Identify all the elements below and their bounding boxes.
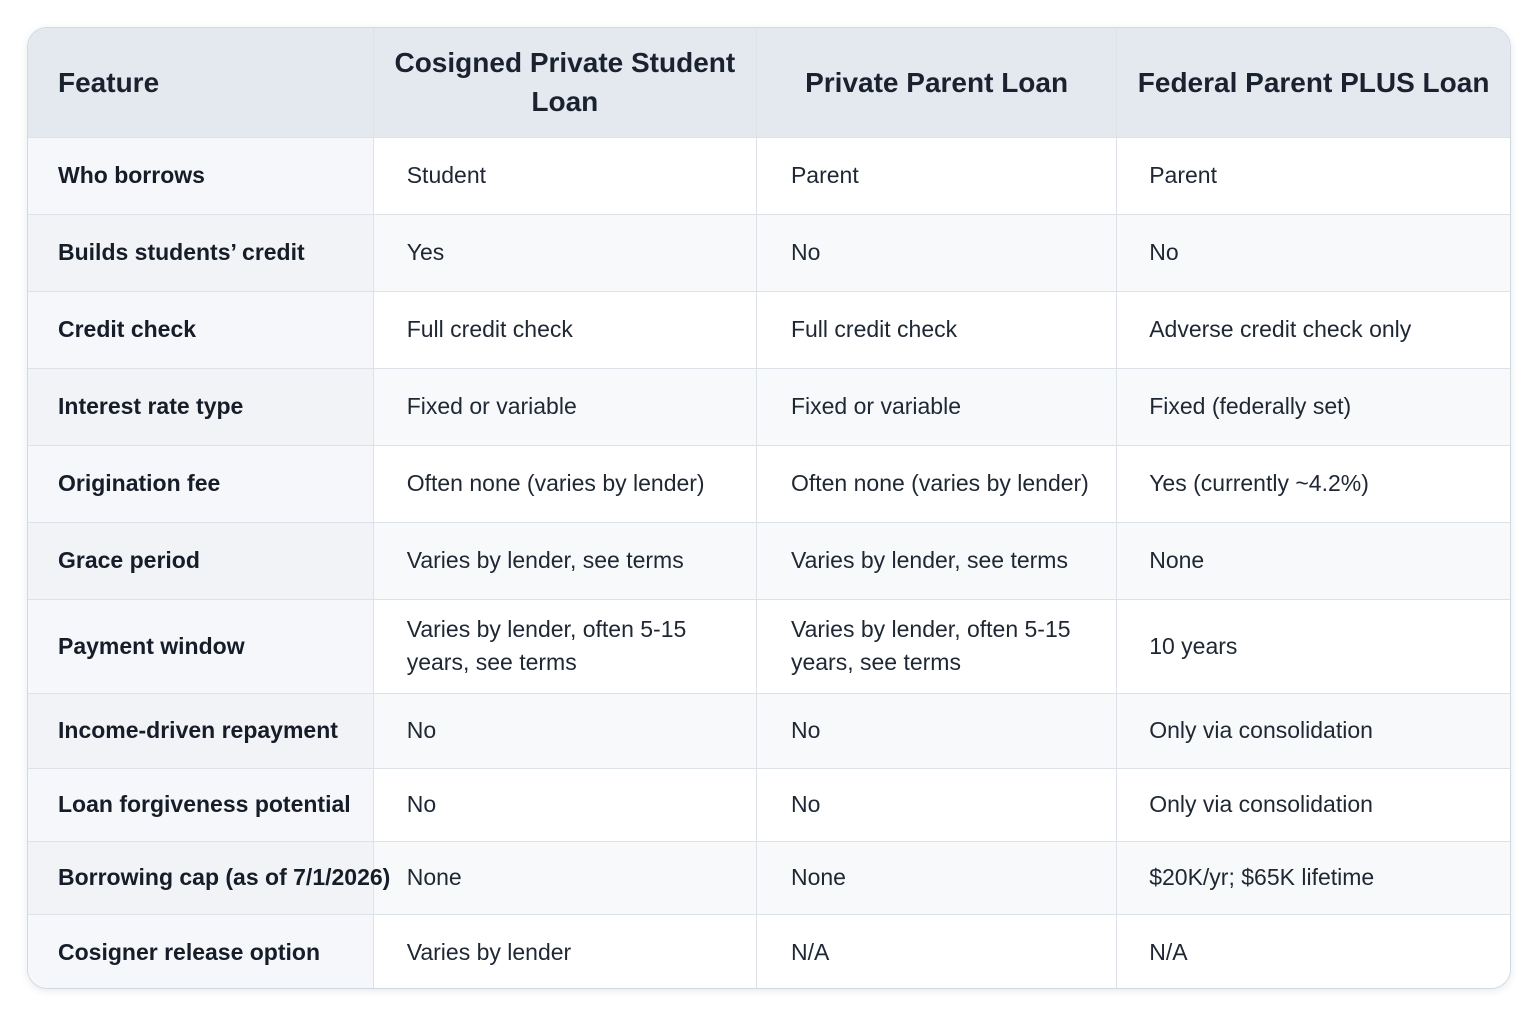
table-cell: N/A: [756, 914, 1116, 989]
table-cell: No: [756, 768, 1116, 841]
table-row: [28, 599, 1510, 693]
table-cell: Varies by lender, see terms: [373, 522, 756, 599]
table-cell: $20K/yr; $65K lifetime: [1117, 841, 1510, 914]
table-cell: Only via consolidation: [1117, 768, 1510, 841]
table-cell: Varies by lender: [373, 914, 756, 989]
table-row: [28, 522, 1510, 599]
table-row: [28, 841, 1510, 914]
table-cell: Adverse credit check only: [1117, 291, 1510, 368]
table-row: [28, 445, 1510, 522]
comparison-card: [27, 27, 1511, 989]
row-label-credit-check: Credit check: [28, 291, 373, 368]
table-cell: No: [373, 693, 756, 768]
table-cell: N/A: [1117, 914, 1510, 989]
table-cell: Often none (varies by lender): [756, 445, 1116, 522]
table-row: [28, 368, 1510, 445]
table-cell: None: [1117, 522, 1510, 599]
table-cell: Full credit check: [373, 291, 756, 368]
table-cell: No: [756, 693, 1116, 768]
table-cell: No: [756, 214, 1116, 291]
table-cell: No: [1117, 214, 1510, 291]
column-header-feature: Feature: [28, 28, 373, 137]
table-row: [28, 137, 1510, 214]
table-cell: Student: [373, 137, 756, 214]
row-label-who-borrows: Who borrows: [28, 137, 373, 214]
table-row: [28, 291, 1510, 368]
header-row: [28, 28, 1510, 137]
table-row: [28, 214, 1510, 291]
row-label-interest-rate-type: Interest rate type: [28, 368, 373, 445]
row-label-payment-window: Payment window: [28, 599, 373, 693]
column-header-private-parent-loan: Private Parent Loan: [756, 28, 1116, 137]
table-row: [28, 693, 1510, 768]
table-row: [28, 768, 1510, 841]
row-label-income-driven-repayment: Income-driven repayment: [28, 693, 373, 768]
row-label-cosigner-release-option: Cosigner release option: [28, 914, 373, 989]
table-cell: Yes (currently ~4.2%): [1117, 445, 1510, 522]
table-row: [28, 914, 1510, 989]
table-cell: 10 years: [1117, 599, 1510, 693]
table-cell: No: [373, 768, 756, 841]
table-cell: Varies by lender, often 5-15 years, see terms: [373, 599, 756, 693]
table-cell: Fixed or variable: [373, 368, 756, 445]
table-cell: Fixed (federally set): [1117, 368, 1510, 445]
table-cell: None: [373, 841, 756, 914]
table-cell: Varies by lender, see terms: [756, 522, 1116, 599]
row-label-origination-fee: Origination fee: [28, 445, 373, 522]
table-cell: Parent: [1117, 137, 1510, 214]
table-cell: Parent: [756, 137, 1116, 214]
row-label-grace-period: Grace period: [28, 522, 373, 599]
row-label-borrowing-cap: Borrowing cap (as of 7/1/2026): [28, 841, 373, 914]
table-cell: Often none (varies by lender): [373, 445, 756, 522]
table-cell: None: [756, 841, 1116, 914]
column-header-cosigned-private-student-loan: Cosigned Private Student Loan: [373, 28, 756, 137]
table-cell: Yes: [373, 214, 756, 291]
column-header-federal-parent-plus-loan: Federal Parent PLUS Loan: [1117, 28, 1510, 137]
table-cell: Full credit check: [756, 291, 1116, 368]
row-label-builds-students-credit: Builds students’ credit: [28, 214, 373, 291]
row-label-loan-forgiveness-potential: Loan forgiveness potential: [28, 768, 373, 841]
loan-comparison-table: [28, 28, 1510, 989]
table-cell: Varies by lender, often 5-15 years, see terms: [756, 599, 1116, 693]
table-cell: Only via consolidation: [1117, 693, 1510, 768]
table-cell: Fixed or variable: [756, 368, 1116, 445]
